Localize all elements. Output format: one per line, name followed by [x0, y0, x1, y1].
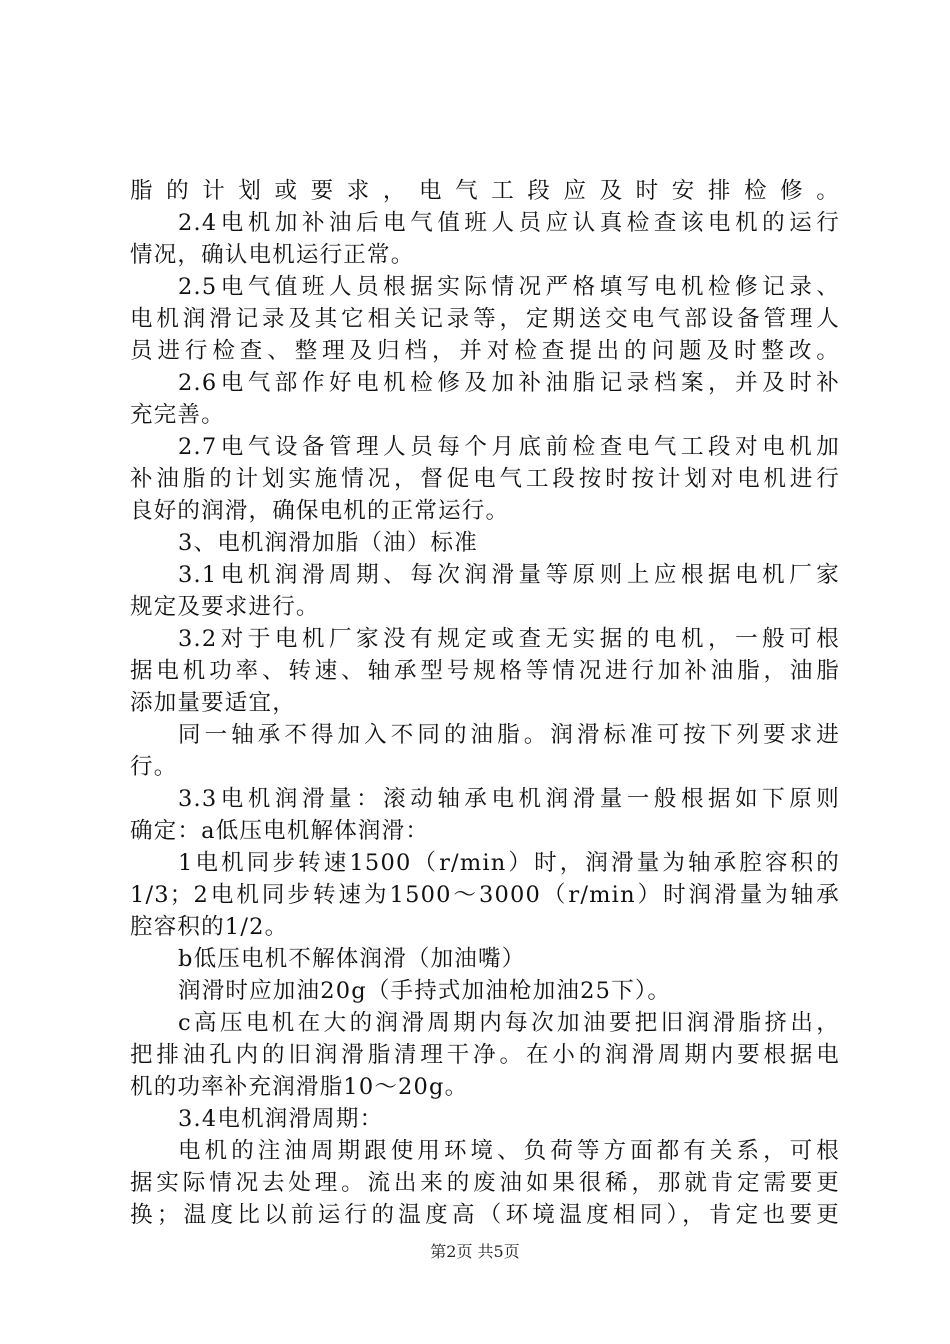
text-line: 同一轴承不得加入不同的油脂。润滑标准可按下列要求进 — [178, 722, 840, 748]
text-line: 2.7电气设备管理人员每个月底前检查电气工段对电机加 — [178, 434, 840, 460]
text-line: 电机润滑记录及其它相关记录等，定期送交电气部设备管理人 — [130, 306, 840, 332]
text-line: 情况，确认电机运行正常。 — [130, 242, 415, 268]
text-line: 3.2对于电机厂家没有规定或查无实据的电机，一般可根 — [178, 626, 840, 652]
section-heading: 3、电机润滑加脂（油）标准 — [178, 530, 478, 556]
text-line: 行。 — [130, 754, 178, 780]
text-line: 2.4电机加补油后电气值班人员应认真检查该电机的运行 — [178, 210, 840, 236]
text-line: 机的功率补充润滑脂10～20g。 — [130, 1074, 469, 1100]
text-line: 补油脂的计划实施情况，督促电气工段按时按计划对电机进行 — [130, 466, 840, 492]
text-line: b低压电机不解体润滑（加油嘴） — [178, 946, 526, 972]
text-line: 3.1电机润滑周期、每次润滑量等原则上应根据电机厂家 — [178, 562, 840, 588]
text-line: 据实际情况去处理。流出来的废油如果很稀，那就肯定需要更 — [130, 1170, 840, 1196]
text-line: 2.6电气部作好电机检修及加补油脂记录档案，并及时补 — [178, 370, 840, 396]
text-line: 据电机功率、转速、轴承型号规格等情况进行加补油脂，油脂 — [130, 658, 840, 684]
text-line: 3.3电机润滑量：滚动轴承电机润滑量一般根据如下原则 — [178, 786, 840, 812]
text-line: 腔容积的1/2。 — [130, 914, 289, 940]
text-line: 添加量要适宜， — [130, 690, 296, 716]
text-line: c高压电机在大的润滑周期内每次加油要把旧润滑脂挤出， — [178, 1010, 840, 1036]
text-line: 1电机同步转速1500（r/min）时，润滑量为轴承腔容积的 — [178, 850, 840, 876]
text-line: 充完善。 — [130, 402, 225, 428]
page-number-footer: 第2页 共5页 — [430, 1242, 520, 1261]
text-line: 1/3；2电机同步转速为1500～3000（r/min）时润滑量为轴承 — [130, 882, 840, 908]
text-line: 电机的注油周期跟使用环境、负荷等方面都有关系，可根 — [178, 1138, 840, 1164]
text-line: 换；温度比以前运行的温度高（环境温度相同），肯定也要更 — [130, 1202, 840, 1228]
text-line: 规定及要求进行。 — [130, 594, 320, 620]
text-line: 脂的计划或要求，电气工段应及时安排检修。 — [130, 178, 840, 204]
text-line: 确定：a低压电机解体润滑： — [130, 818, 430, 844]
text-line: 良好的润滑，确保电机的正常运行。 — [130, 498, 510, 524]
text-line: 润滑时应加油20g（手持式加油枪加油25下）。 — [178, 978, 672, 1004]
text-line: 把排油孔内的旧润滑脂清理干净。在小的润滑周期内要根据电 — [130, 1042, 840, 1068]
text-line: 3.4电机润滑周期： — [178, 1106, 384, 1132]
text-line: 2.5电气值班人员根据实际情况严格填写电机检修记录、 — [178, 274, 840, 300]
text-line: 员进行检查、整理及归档，并对检查提出的问题及时整改。 — [130, 338, 840, 364]
